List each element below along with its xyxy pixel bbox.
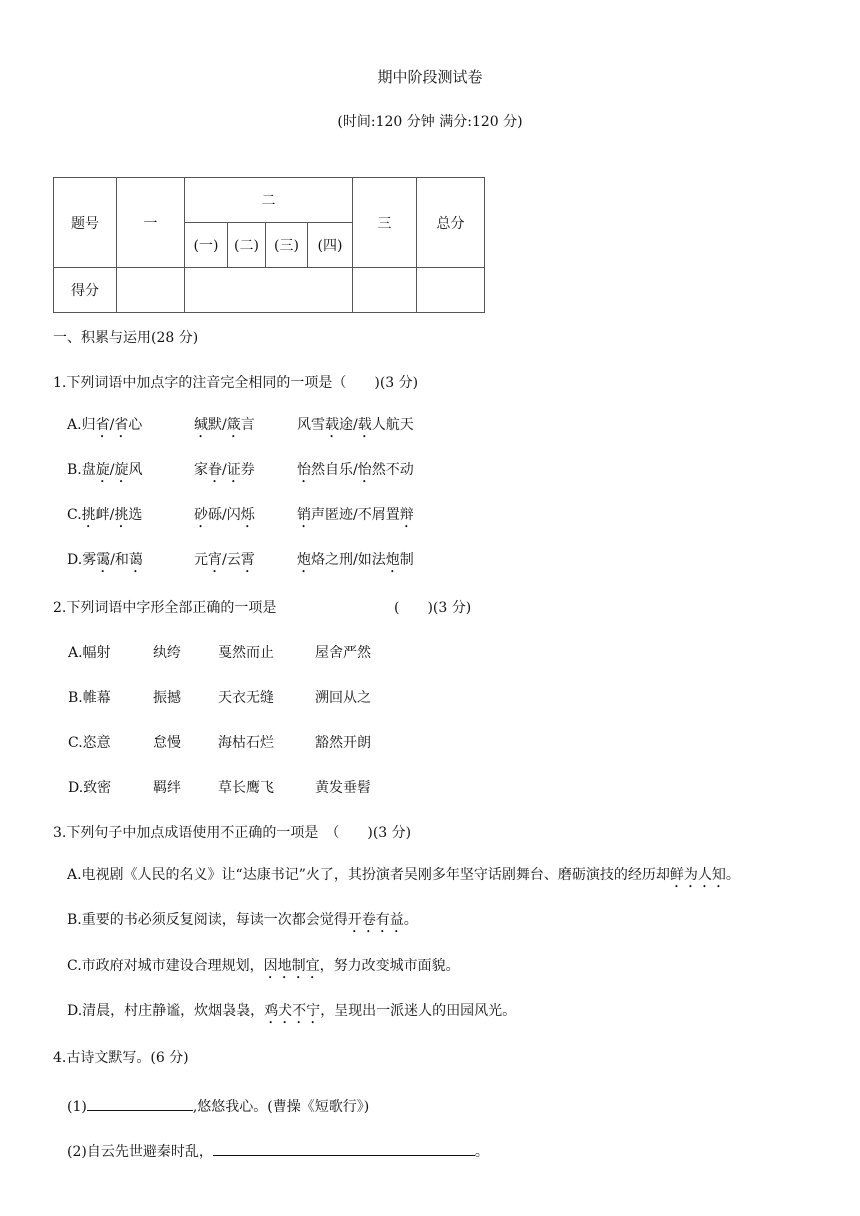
dotted-char: 销 xyxy=(297,507,311,523)
dotted-char: 载 xyxy=(325,417,339,433)
option-label: C. xyxy=(67,507,82,523)
question-2-stem: 2.下列词语中字形全部正确的一项是 xyxy=(53,600,277,616)
text: /云 xyxy=(222,552,241,568)
dotted-char: 炮 xyxy=(385,552,400,568)
question-3-stem: 3.下列句子中加点成语使用不正确的一项是 （ )(3 分) xyxy=(53,825,412,841)
score-table-sub-3: (三) xyxy=(266,223,308,268)
word: D.致密 xyxy=(68,780,112,796)
dotted-idiom: 因地制宜 xyxy=(263,958,320,974)
text: ，努力改变城市面貌。 xyxy=(319,958,460,974)
text: 元 xyxy=(194,552,208,568)
dotted-char: 霄 xyxy=(240,552,255,568)
text: 然自乐/ xyxy=(311,462,358,478)
question-1-stem: 1.下列词语中加点字的注音完全相同的一项是（ )(3 分) xyxy=(53,375,419,391)
dotted-char: 怡 xyxy=(357,462,372,478)
score-table-header-tihao: 题号 xyxy=(54,178,117,268)
score-cell-three xyxy=(353,268,417,313)
score-cell-total xyxy=(417,268,485,313)
score-table-header-defen: 得分 xyxy=(54,268,117,313)
dotted-char: 宵 xyxy=(208,552,222,568)
dotted-char: 省 xyxy=(114,417,129,433)
dotted-idiom: 鲜为人知 xyxy=(669,867,726,883)
text: 声匿迹/不屑置 xyxy=(311,507,400,523)
word: 海枯石烂 xyxy=(218,735,274,751)
dotted-char: 蔼 xyxy=(128,552,143,568)
text: 。 xyxy=(725,867,740,883)
question-4-line-2 xyxy=(67,1141,489,1161)
text: 衅/ xyxy=(95,507,115,523)
word: A.幅射 xyxy=(68,645,111,661)
score-cell-two xyxy=(185,268,353,313)
word: 屋舍严然 xyxy=(315,645,371,661)
text: / xyxy=(109,417,115,433)
word: 黄发垂髫 xyxy=(315,780,371,796)
text: A.电视剧《人民的名义》让“达康书记”火了，其扮演者吴刚多年坚守话剧舞台、磨砺演技的经历却 xyxy=(67,867,670,883)
text: 制 xyxy=(399,552,414,568)
exam-time-and-score: (时间:120 分钟 满分:120 分) xyxy=(337,114,523,130)
text: 风 xyxy=(128,462,143,478)
word: 振撼 xyxy=(153,690,181,706)
dotted-char: 眷 xyxy=(208,462,222,478)
dotted-char: 挑 xyxy=(81,507,96,523)
score-table-col-total: 总分 xyxy=(417,178,485,268)
text: 心 xyxy=(128,417,143,433)
word: B.帷幕 xyxy=(68,690,111,706)
text: D.清晨，村庄静谧，炊烟袅袅， xyxy=(67,1003,265,1019)
word: 戛然而止 xyxy=(218,645,274,661)
option-label: D. xyxy=(67,552,83,568)
fill-in-blank[interactable] xyxy=(87,1096,193,1111)
dotted-char: 烁 xyxy=(240,507,255,523)
page-title: 期中阶段测试卷 xyxy=(377,68,483,86)
text: ,悠悠我心。(曹操《短歌行》) xyxy=(192,1099,370,1115)
dotted-char: 砂 xyxy=(194,507,208,523)
question-3-option-a xyxy=(67,866,740,891)
text: 风雪 xyxy=(297,417,325,433)
question-3-option-d xyxy=(67,1002,516,1027)
text: /和 xyxy=(110,552,129,568)
text: ，呈现出一派迷人的田园风光。 xyxy=(320,1003,517,1019)
dotted-char: 辩 xyxy=(399,507,414,523)
text: 烙之刑/如法 xyxy=(311,552,386,568)
score-table xyxy=(53,177,485,313)
dotted-char: 箴 xyxy=(226,417,241,433)
dotted-idiom: 鸡犬不宁 xyxy=(264,1003,321,1019)
text: / xyxy=(109,462,115,478)
dotted-char: 霭 xyxy=(96,552,111,568)
score-cell-one xyxy=(117,268,185,313)
text: 砾/闪 xyxy=(208,507,241,523)
text: C.市政府对城市建设合理规划， xyxy=(67,958,264,974)
text: 然不动 xyxy=(371,462,414,478)
dotted-char: 载 xyxy=(357,417,372,433)
text: 。 xyxy=(403,912,418,928)
text: 归 xyxy=(81,417,96,433)
score-table-sub-2: (二) xyxy=(228,223,266,268)
word: 草长鹰飞 xyxy=(218,780,274,796)
dotted-idiom: 开卷有益 xyxy=(347,912,404,928)
text: 途/ xyxy=(339,417,358,433)
dotted-char: 缄 xyxy=(194,417,208,433)
score-table-sub-4: (四) xyxy=(308,223,353,268)
text: 券 xyxy=(240,462,255,478)
text: B.重要的书必须反复阅读，每读一次都会觉得 xyxy=(67,912,348,928)
section-heading: 一、积累与运用(28 分) xyxy=(53,330,199,346)
score-table-col-one: 一 xyxy=(117,178,185,268)
score-table-sub-1: (一) xyxy=(185,223,228,268)
dotted-char: 挑 xyxy=(114,507,129,523)
item-number: (1) xyxy=(67,1099,87,1115)
option-label: A. xyxy=(67,417,82,433)
word: 怠慢 xyxy=(153,735,181,751)
question-4-stem: 4.古诗文默写。(6 分) xyxy=(53,1050,189,1066)
word: 溯回从之 xyxy=(315,690,371,706)
text: 人航天 xyxy=(371,417,414,433)
dotted-char: 旋 xyxy=(114,462,129,478)
score-table-col-two: 二 xyxy=(185,178,353,223)
option-label: B. xyxy=(67,462,82,478)
word: 羁绊 xyxy=(153,780,181,796)
dotted-char: 怡 xyxy=(297,462,311,478)
score-table-col-three: 三 xyxy=(353,178,417,268)
question-3-option-c xyxy=(67,957,460,982)
text: 雾 xyxy=(82,552,97,568)
word: C.恣意 xyxy=(68,735,111,751)
word: 纨绔 xyxy=(153,645,181,661)
word: 豁然开朗 xyxy=(315,735,371,751)
text: 选 xyxy=(128,507,143,523)
fill-in-blank[interactable] xyxy=(213,1141,475,1156)
dotted-char: 省 xyxy=(95,417,110,433)
text: 盘 xyxy=(81,462,96,478)
question-3-option-b xyxy=(67,911,418,936)
text: 言 xyxy=(240,417,255,433)
word: 天衣无缝 xyxy=(218,690,274,706)
question-4-line-1 xyxy=(67,1096,369,1116)
dotted-char: 证 xyxy=(226,462,241,478)
question-2-answer-slot: ( )(3 分) xyxy=(394,600,472,616)
dotted-char: 炮 xyxy=(297,552,311,568)
text: (2)自云先世避秦时乱， xyxy=(67,1144,213,1160)
dotted-char: 旋 xyxy=(95,462,110,478)
text: 家 xyxy=(194,462,208,478)
text: 默/ xyxy=(208,417,227,433)
text: 。 xyxy=(474,1144,489,1160)
text: / xyxy=(222,462,227,478)
